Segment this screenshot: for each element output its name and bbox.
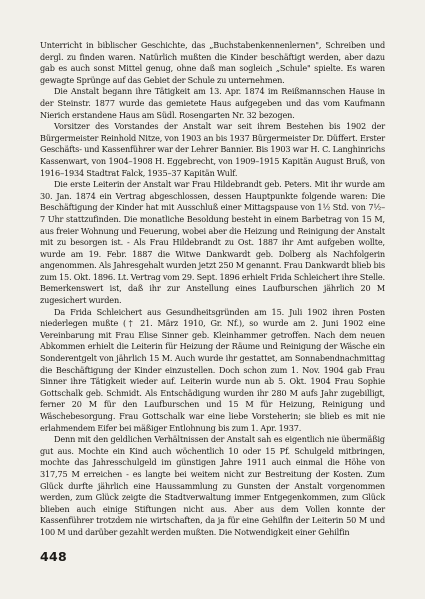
page-number: 448 xyxy=(40,549,67,564)
text-body xyxy=(40,40,385,539)
paragraph-2: Die Anstalt begann ihre Tätigkeit am 13. Apr. 1874 im Reißmannschen Hause in der Steinstr. 1877 wurde das gemietete Haus aufgegeben und das vom Kaufmann Nierich erstandene Haus am Südl. Rosengarten Nr. 32 bezogen. xyxy=(40,86,385,120)
paragraph-1: Unterricht in biblischer Geschichte, das „Buchstabenkennenlernen", Schreiben und dergl. zu finden waren. Natürlich mußten die Kinder beschäftigt werden, aber dazu gab es auch sonst Mittel genug, ohne daß man sogleich „Schule" spielte. Es waren gewagte Sprünge auf das Gebiet der Schule zu unternehmen. xyxy=(40,40,385,85)
paragraph-6: Denn mit den geldlichen Verhältnissen der Anstalt sah es eigentlich nie übermäßig gut aus. Mochte ein Kind auch wöchentlich 10 oder 15 Pf. Schulgeld mitbringen, mochte das Jahresschulgeld im günstigen Jahre 1911 auch einmal die Höhe von 317,75 M erreichen - es langte bei weitem nicht zur Bestreitung der Kosten. Zum Glück durfte jährlich eine Haussammlung zu Gunsten der Anstalt vorgenommen werden, zum Glück zeigte die Stadtverwaltung immer Entgegenkommen, zum Glück blieben auch einige Stiftungen nicht aus. Aber aus dem Vollen konnte der Kassenführer trotzdem nie wirtschaften, da ja für eine Gehilfin der Leiterin 50 M und 100 M und darüber gezahlt werden mußten. Die Notwendigkeit einer Gehilfin xyxy=(40,434,385,537)
paragraph-4: Die erste Leiterin der Anstalt war Frau Hildebrandt geb. Peters. Mit ihr wurde am 30. Jan. 1874 ein Vertrag abgeschlossen, dessen Hauptpunkte folgende waren: Die Beschäftigung der Kinder hat mit Ausschluß einer Mittagspause von 1½ Std. von 7½–7 Uhr stattzufinden. Die monatliche Besoldung besteht in einem Barbetrag von 15 M, aus freier Wohnung und Feuerung, wobei aber die Heizung und Reinigung der Anstalt mit zu besorgen ist. - Als Frau Hildebrandt zu Ost. 1887 ihr Amt aufgeben wollte, wurde am 19. Febr. 1887 die Witwe Dankwardt geb. Dolberg als Nachfolgerin angenommen. Als Jahresgehalt wurden jetzt 250 M genannt. Frau Dankwardt blieb bis zum 15. Okt. 1896. Lt. Vertrag vom 29. Sept. 1896 erhielt Frida Schleichert ihre Stelle. Bemerkenswert ist, daß ihr zur Anstellung eines Laufburschen jährlich 20 M zugesichert wurden. xyxy=(40,179,385,306)
paragraph-5: Da Frida Schleichert aus Gesundheitsgründen am 15. Juli 1902 ihren Posten niederlegen mußte († 21. März 1910, Gr. Nf.), so wurde am 2. Juni 1902 eine Vereinbarung mit Frau Elise Sinner geb. Kleinhammer getroffen. Nach dem neuen Abkommen erhielt die Leiterin für Heizung der Räume und Reinigung der Wäsche ein Sonderentgelt von jährlich 15 M. Auch wurde ihr gestattet, am Sonnabendnachmittag die Beschäftigung der Kinder einzustellen. Doch schon zum 1. Nov. 1904 gab Frau Sinner ihre Tätigkeit wieder auf. Leiterin wurde nun ab 5. Okt. 1904 Frau Sophie Gottschalk geb. Schmidt. Als Entschädigung wurden ihr 280 M aufs Jahr zugebilligt, ferner 20 M für den Laufburschen und 15 M für Heizung, Reinigung und Wäschebesorgung. Frau Gottschalk war eine liebe Vorsteherin; sie blieb es mit nie erlahmendem Eifer bei mäßiger Entlohnung bis zum 1. Apr. 1937. xyxy=(40,306,385,433)
paragraph-3: Vorsitzer des Vorstandes der Anstalt war seit ihrem Bestehen bis 1902 der Bürgermeister Reinhold Nitze, von 1903 an bis 1937 Bürgermeister Dr. Düffert. Erster Geschäfts- und Kassenführer war der Lehrer Bannier. Bis 1903 war H. C. Langhinrichs Kassenwart, von 1904–1908 H. Eggebrecht, von 1909–1915 Kapitän August Bruß, von 1916–1934 Stadtrat Falck, 1935–37 Kapitän Wulf. xyxy=(40,121,385,178)
